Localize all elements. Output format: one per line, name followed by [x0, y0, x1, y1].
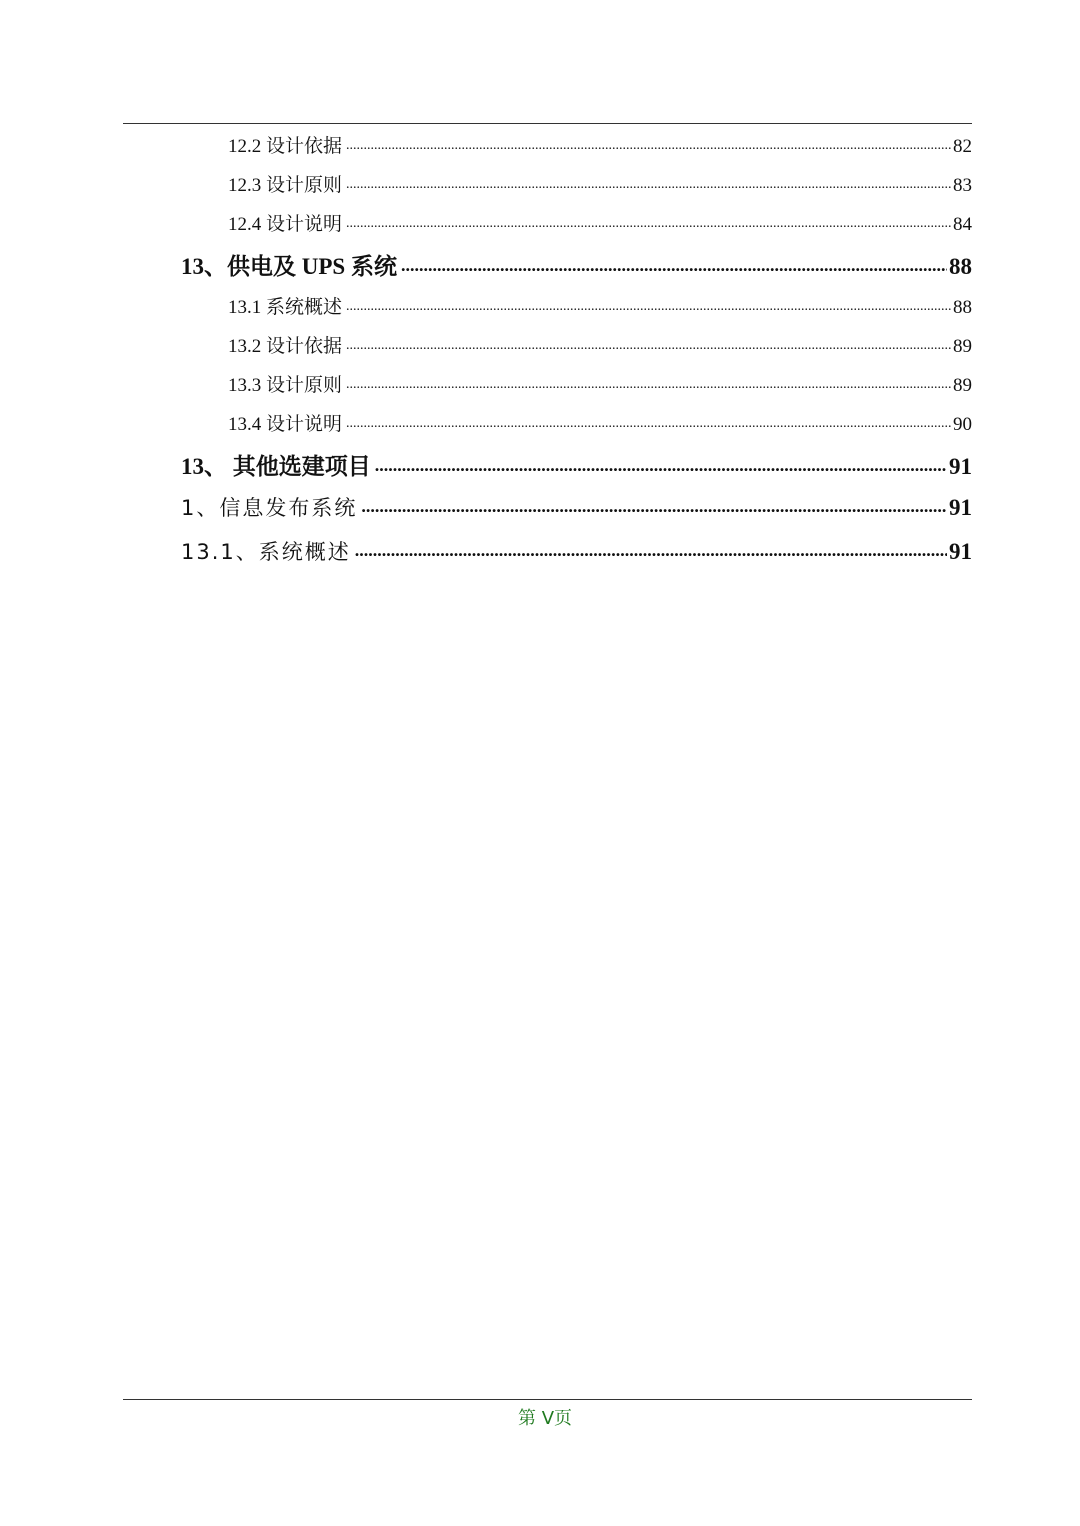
toc-entry-label: 13.1 系统概述 — [228, 297, 343, 318]
toc-page-number: 90 — [953, 414, 972, 435]
toc-entry-13-other-projects[interactable] — [181, 448, 972, 478]
toc-entry-label: 13、供电及 UPS 系统 — [181, 254, 397, 279]
toc-page-number: 88 — [953, 297, 972, 318]
dot-leader — [361, 494, 947, 515]
toc-page-number: 88 — [949, 254, 972, 279]
dot-leader — [346, 372, 951, 391]
toc-entry-12-4[interactable] — [228, 209, 972, 233]
toc-entry-13-4[interactable] — [228, 409, 972, 433]
toc-entry-label: 12.3 设计原则 — [228, 175, 343, 196]
toc-page-number: 83 — [953, 175, 972, 196]
dot-leader — [346, 133, 951, 152]
toc-page-number: 91 — [949, 495, 972, 520]
footer-rule — [123, 1399, 972, 1400]
toc-entry-label: 12.4 设计说明 — [228, 214, 343, 235]
toc-entry-12-2[interactable] — [228, 131, 972, 155]
page-footer-number: 第 V页 — [517, 1408, 573, 1429]
toc-entry-13-3[interactable] — [228, 370, 972, 394]
toc-entry-label: 13.1、系统概述 — [181, 540, 351, 564]
dot-leader — [346, 294, 951, 313]
toc-entry-13-1-overview[interactable] — [181, 536, 972, 566]
dot-leader — [346, 411, 951, 430]
toc-entry-13-2[interactable] — [228, 331, 972, 355]
toc-entry-1-info-release[interactable] — [181, 492, 972, 522]
toc-page-number: 91 — [949, 454, 972, 479]
toc-entry-12-3[interactable] — [228, 170, 972, 194]
header-rule — [123, 123, 972, 124]
dot-leader — [346, 333, 951, 352]
toc-page-number: 89 — [953, 336, 972, 357]
toc-entry-13-1[interactable] — [228, 292, 972, 316]
dot-leader — [375, 451, 947, 474]
toc-entry-label: 13.3 设计原则 — [228, 375, 343, 396]
toc-page-number: 91 — [949, 539, 972, 564]
toc-entry-label: 13、 其他选建项目 — [181, 454, 371, 479]
toc-entry-label: 13.4 设计说明 — [228, 414, 343, 435]
dot-leader — [346, 211, 951, 230]
toc-entry-label: 12.2 设计依据 — [228, 136, 343, 157]
toc-page-number: 89 — [953, 375, 972, 396]
toc-page-number: 82 — [953, 136, 972, 157]
toc-entry-13-power-ups[interactable] — [181, 248, 972, 278]
dot-leader — [355, 538, 947, 559]
dot-leader — [346, 172, 951, 191]
toc-entry-label: 13.2 设计依据 — [228, 336, 343, 357]
toc-entry-label: 1、信息发布系统 — [181, 496, 358, 520]
toc-page-number: 84 — [953, 214, 972, 235]
dot-leader — [401, 251, 947, 274]
